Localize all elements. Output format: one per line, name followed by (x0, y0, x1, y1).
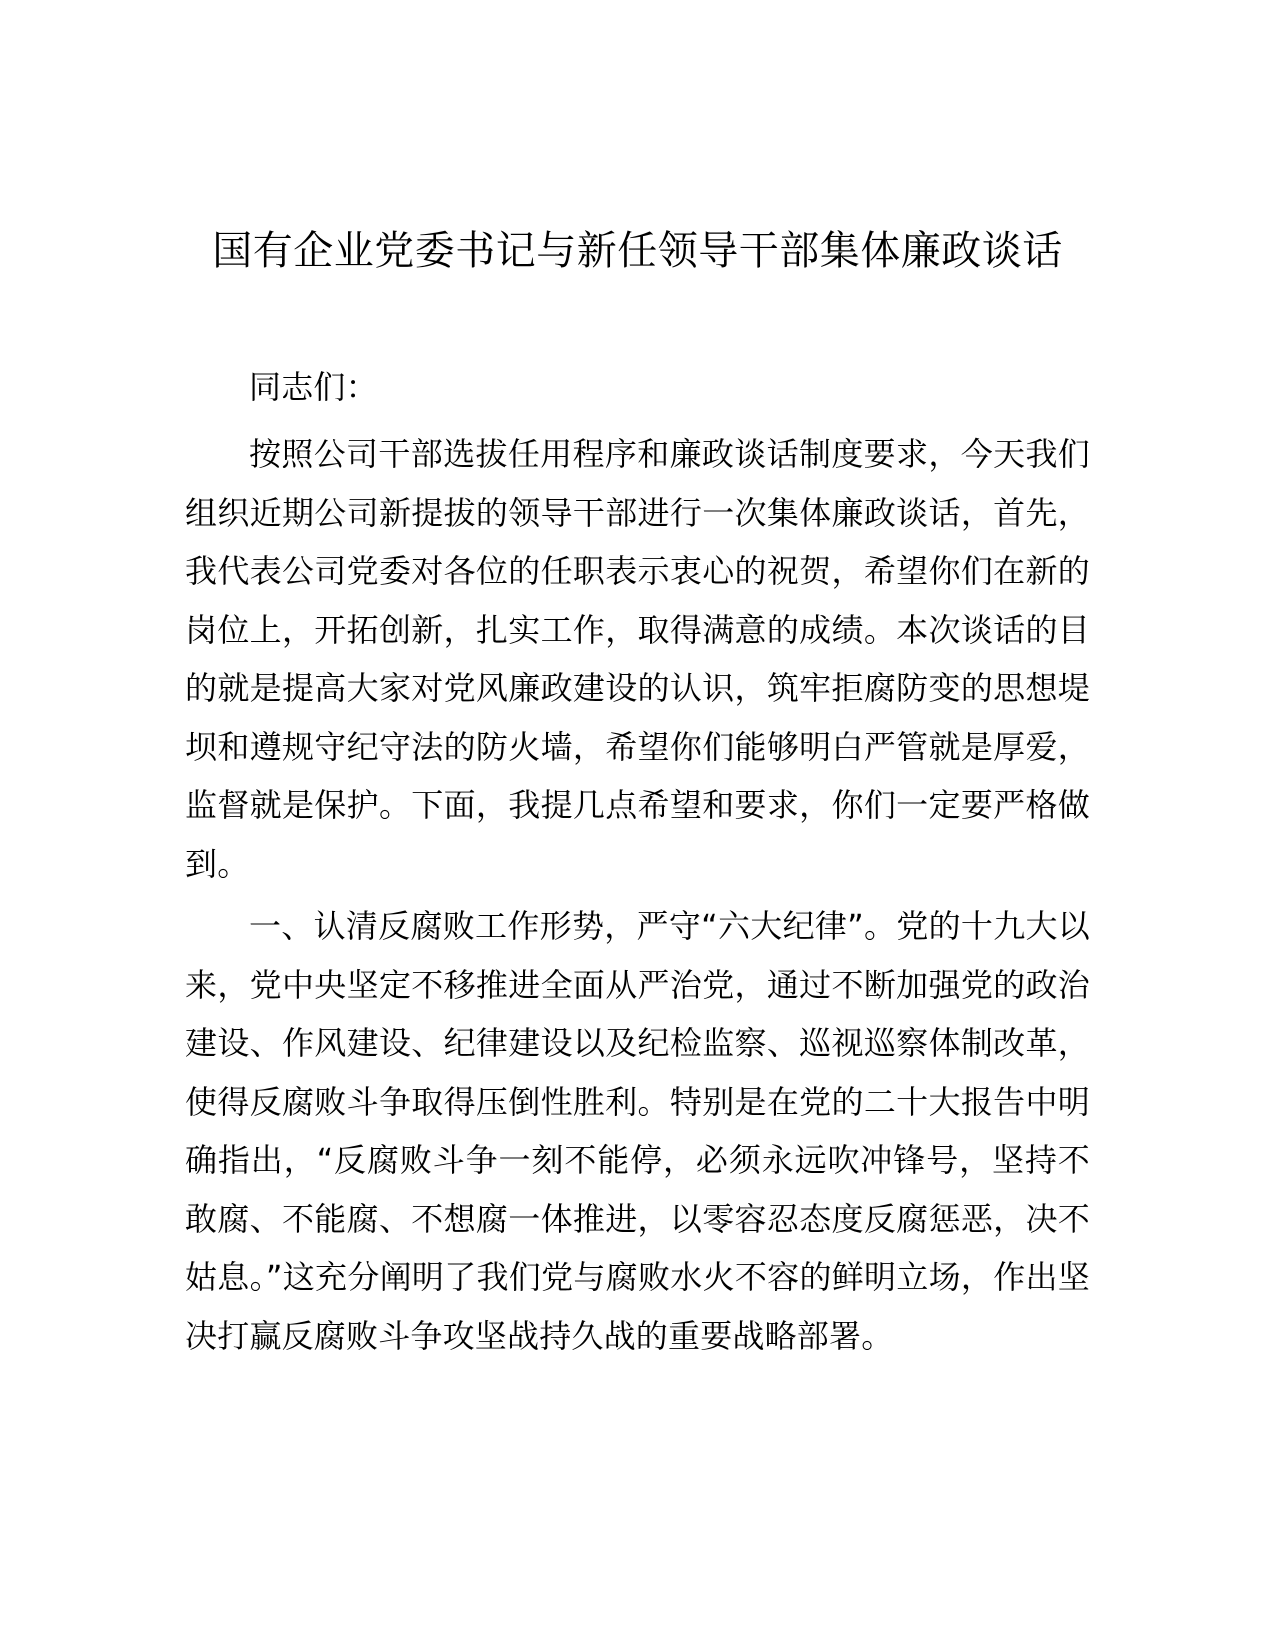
document-title: 国有企业党委书记与新任领导干部集体廉政谈话 (212, 228, 1063, 274)
paragraph-introduction: 按照公司干部选拔任用程序和廉政谈话制度要求，今天我们组织近期公司新提拔的领导干部进行一次集体廉政谈话，首先，我代表公司党委对各位的任职表示衷心的祝贺，希望你们在新的岗位上，开拓创新，扎实工作，取得满意的成绩。本次谈话的目的就是提高大家对党风廉政建设的认识，筑牢拒腐防变的思想堤坝和遵规守纪守法的防火墙，希望你们能够明白严管就是厚爱，监督就是保护。下面，我提几点希望和要求，你们一定要严格做到。 (185, 435, 1090, 883)
salutation: 同志们： (249, 368, 378, 406)
paragraph-section-one: 一、认清反腐败工作形势，严守“六大纪律”。党的十九大以来，党中央坚定不移推进全面从严治党，通过不断加强党的政治建设、作风建设、纪律建设以及纪检监察、巡视巡察体制改革，使得反腐败斗争取得压倒性胜利。特别是在党的二十大报告中明确指出，“反腐败斗争一刻不能停，必须永远吹冲锋号，坚持不敢腐、不能腐、不想腐一体推进，以零容忍态度反腐惩恶，决不姑息。”这充分阐明了我们党与腐败水火不容的鲜明立场，作出坚决打赢反腐败斗争攻坚战持久战的重要战略部署。 (185, 907, 1090, 1355)
